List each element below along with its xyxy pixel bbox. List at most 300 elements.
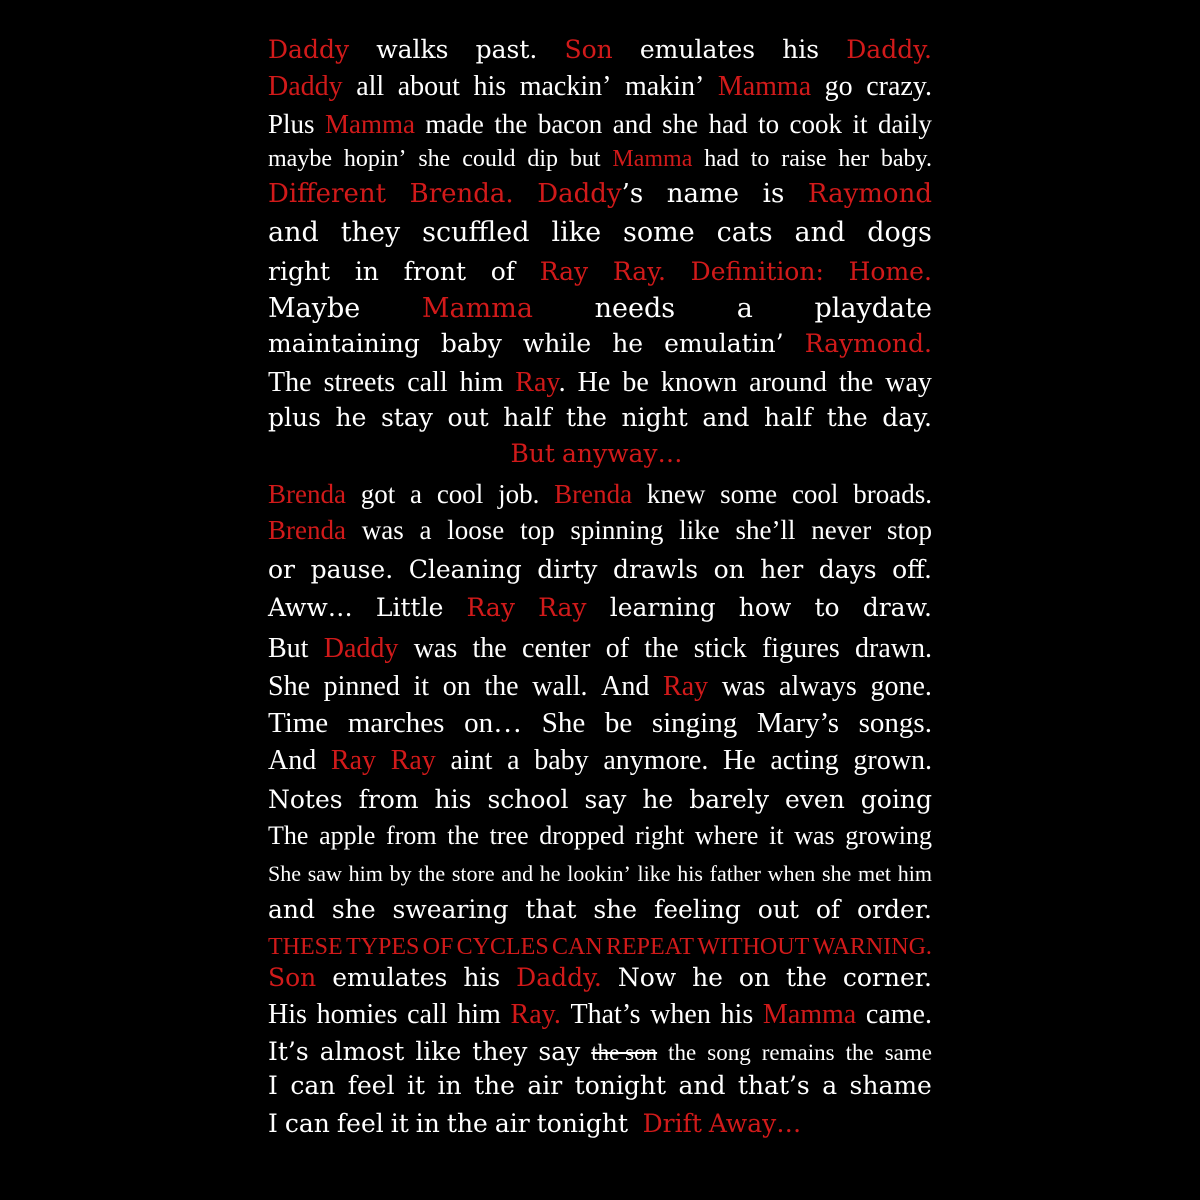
poem-word (290, 1070, 335, 1102)
word: his (720, 999, 754, 1030)
poem-word (268, 784, 343, 816)
poem-word (510, 438, 555, 470)
word: that (525, 895, 577, 924)
word: out (757, 895, 799, 924)
poem-word (866, 998, 932, 1032)
word: ’s (621, 179, 644, 209)
poem-word (268, 554, 295, 586)
word: and (501, 861, 534, 886)
poem-word (476, 34, 538, 66)
poem-word (667, 178, 739, 210)
poem-word (268, 592, 353, 624)
poem-word (813, 932, 932, 962)
poem-line (268, 592, 932, 624)
word: from (358, 785, 419, 814)
word: half (503, 403, 552, 432)
poem-word (491, 256, 515, 288)
poem-line (268, 670, 932, 704)
word: drawls (612, 555, 699, 584)
highlighted-word: Daddy (268, 35, 350, 64)
word: night (621, 403, 688, 432)
word: she’ll (735, 515, 796, 545)
poem-word (538, 108, 602, 141)
highlighted-word: Daddy (537, 179, 622, 209)
poem-word (268, 514, 346, 547)
poem-word (770, 744, 838, 778)
word: she (593, 895, 638, 924)
poem-line (268, 366, 932, 400)
poem-word (537, 1108, 628, 1140)
poem-word (612, 328, 643, 360)
highlighted-word: Different (268, 179, 387, 209)
poem-word (855, 632, 932, 666)
poem-word (362, 514, 404, 547)
poem-word (425, 108, 483, 141)
word: she (821, 861, 852, 886)
poem-word (662, 108, 698, 141)
word: they (340, 217, 401, 248)
poem-word (336, 402, 367, 434)
word: never (811, 515, 872, 545)
poem-word (540, 256, 588, 288)
poem-word (418, 144, 450, 174)
poem-word (324, 670, 400, 704)
poem-word (564, 34, 612, 66)
word: He (723, 745, 756, 776)
poem-word (612, 144, 692, 174)
word: apple (319, 821, 376, 850)
poem-word (447, 514, 504, 547)
poem-word (331, 744, 376, 778)
poem-word (443, 670, 471, 704)
word: But (268, 633, 309, 664)
poem-word (654, 894, 741, 926)
word: way (885, 367, 932, 398)
highlighted-word: Daddy. (846, 35, 932, 64)
word: he (612, 329, 644, 358)
word: the (668, 1040, 697, 1065)
poem-word (391, 1108, 409, 1140)
poem-word (710, 860, 761, 888)
word: the (484, 671, 519, 702)
poem-word (268, 1070, 278, 1102)
poem-word (398, 70, 460, 104)
highlighted-word: WITHOUT (697, 934, 810, 960)
word: crazy. (866, 71, 932, 102)
word: Notes (268, 785, 343, 814)
word: He (577, 367, 611, 398)
poem-word (707, 1037, 750, 1068)
word: streets (323, 367, 396, 398)
poem-word (638, 860, 671, 888)
poem-word (853, 478, 932, 511)
word: going (860, 785, 932, 814)
word: learning (609, 593, 716, 622)
poem-word (463, 962, 500, 994)
highlighted-word: Daddy. (516, 963, 602, 992)
word: figures (761, 633, 840, 664)
word: he (539, 861, 561, 886)
word: be (622, 367, 649, 398)
poem-word (822, 1070, 837, 1102)
word: out (447, 403, 489, 432)
word: to (814, 593, 840, 622)
poem-word (527, 144, 558, 174)
poem-word (268, 34, 349, 66)
poem-word (782, 34, 819, 66)
poem-word (763, 178, 785, 210)
word: The (268, 821, 309, 850)
poem-word (584, 784, 626, 816)
word: dirty (537, 555, 598, 584)
word: was (413, 633, 458, 664)
poem-word (515, 366, 565, 400)
poem-line (268, 34, 932, 66)
word: in (437, 1071, 462, 1100)
poem-word (861, 784, 932, 816)
word: scuffled (422, 217, 530, 248)
poem-word (846, 1037, 874, 1068)
poem-word (562, 438, 683, 470)
poem-word (341, 216, 400, 249)
word: or (268, 555, 296, 584)
poem-word (534, 744, 588, 778)
word: It’s (268, 1037, 309, 1066)
poem-word (311, 554, 394, 586)
poem-line (268, 514, 932, 547)
word: by (389, 861, 412, 886)
word: She (268, 671, 310, 702)
poem-word (661, 366, 737, 400)
poem-word (414, 632, 458, 666)
poem-word (704, 144, 739, 174)
poem-line (268, 144, 932, 174)
word: swearing (392, 895, 509, 924)
word: same (884, 1040, 932, 1065)
word: right (268, 257, 331, 286)
word: the (474, 1071, 515, 1100)
poem-word (814, 292, 931, 325)
poem-word (467, 592, 515, 624)
highlighted-word: Ray. (612, 257, 666, 286)
word: got (360, 479, 396, 509)
poem-word (762, 632, 840, 666)
poem-word (552, 932, 603, 962)
poem-word (819, 554, 877, 586)
word: from (386, 821, 437, 850)
poem-word (605, 706, 632, 741)
word: playdate (814, 293, 932, 324)
poem-word (268, 962, 316, 994)
poem-line (268, 108, 932, 141)
word: cool (436, 479, 484, 509)
word: Little (375, 593, 444, 622)
poem-line (268, 998, 932, 1032)
highlighted-word: Raymond. (804, 329, 932, 358)
word: his (434, 785, 472, 814)
word: makin’ (624, 71, 705, 102)
poem-word (332, 894, 376, 926)
word: be (604, 707, 633, 739)
poem-word (464, 706, 522, 741)
poem-word (808, 178, 932, 210)
word: baby (534, 745, 589, 776)
highlighted-word: WARNING. (812, 934, 932, 960)
word: in (354, 257, 379, 286)
poem-word (622, 402, 688, 434)
poem-word (356, 70, 384, 104)
poem-word (268, 366, 312, 400)
highlighted-word: REPEAT (605, 934, 694, 960)
poem-word (805, 328, 932, 360)
poem-word (570, 144, 601, 174)
poem-word (452, 860, 495, 888)
word: was (361, 515, 404, 545)
poem-word (853, 744, 932, 778)
poem-word (640, 34, 755, 66)
poem-word (268, 998, 307, 1032)
poem-word (857, 894, 932, 926)
word: dogs (867, 217, 932, 248)
poem-word (566, 402, 607, 434)
poem-word (863, 592, 932, 624)
poem-word (644, 632, 678, 666)
poem-word (606, 632, 629, 666)
word: and (702, 403, 750, 432)
poem-word (697, 932, 809, 962)
word: top (520, 515, 555, 545)
poem-word (768, 860, 816, 888)
poem-word (407, 366, 447, 400)
poem-word (610, 592, 716, 624)
poem-word (268, 328, 420, 360)
word: known (660, 367, 738, 398)
word: shame (849, 1071, 932, 1100)
word: his (782, 35, 820, 64)
word: his (473, 71, 507, 102)
poem-word (595, 292, 676, 325)
poem-word (407, 1070, 425, 1102)
word: name (666, 179, 740, 209)
word: raise (781, 146, 827, 172)
poem-line (268, 554, 932, 586)
poem-line (268, 1036, 932, 1068)
word: maintaining (268, 329, 420, 358)
word: and (678, 1071, 726, 1100)
poem-word (450, 744, 492, 778)
highlighted-word: Raymond (807, 179, 932, 209)
word: hopin’ (343, 146, 407, 172)
poem-word (792, 478, 839, 511)
poem-word (348, 1070, 395, 1102)
poem-word (349, 860, 383, 888)
word: her (838, 146, 870, 172)
poem-word (845, 820, 932, 852)
poem-word (441, 328, 502, 360)
word: emulates (639, 35, 756, 64)
poem-word (613, 256, 666, 288)
poem-word (758, 894, 799, 926)
poem-word (393, 894, 509, 926)
highlighted-word: Drift (642, 1109, 702, 1138)
poem-word (882, 402, 932, 434)
poem-word (758, 108, 779, 141)
poem-word (635, 820, 684, 852)
word: a (419, 515, 432, 545)
poem-word (625, 70, 704, 104)
poem-word (870, 670, 931, 704)
word: of (490, 257, 516, 286)
poem-word (391, 744, 436, 778)
poem-word (532, 670, 587, 704)
highlighted-word: TYPES (345, 934, 420, 960)
poem-line (268, 328, 932, 360)
word: Plus (268, 109, 315, 139)
word: the (418, 861, 446, 886)
poem-word (507, 744, 519, 778)
poem-word (457, 998, 501, 1032)
poem-word (567, 860, 631, 888)
word: broads. (853, 479, 932, 509)
word: maybe (268, 146, 332, 172)
word: saw (307, 861, 342, 886)
poem-word (487, 784, 568, 816)
word: She (268, 861, 301, 886)
word: plus (268, 403, 321, 432)
word: his (677, 861, 703, 886)
word: he (692, 963, 723, 992)
poem-word (723, 744, 756, 778)
word: remains (761, 1040, 835, 1065)
poem-word (601, 670, 649, 704)
highlighted-word: OF (422, 934, 454, 960)
poem-word (898, 860, 932, 888)
poem-word (268, 108, 315, 141)
poem-word (622, 366, 648, 400)
word: She (541, 707, 586, 739)
word: right (635, 821, 685, 850)
poem-word (494, 108, 527, 141)
word: the son (591, 1040, 658, 1065)
word: on… (464, 707, 523, 739)
poem-word (319, 820, 375, 852)
poem-word (361, 478, 396, 511)
word: go (824, 71, 853, 102)
word: and (268, 895, 316, 924)
word: draw. (862, 593, 932, 622)
highlighted-word: CAN (551, 934, 603, 960)
poem-line (268, 894, 932, 926)
word: past. (475, 35, 538, 64)
poem-word (410, 478, 422, 511)
poem-word (816, 894, 840, 926)
word: pause. (310, 555, 394, 584)
word: it (413, 671, 430, 702)
word: That’s (570, 999, 641, 1030)
word: can (290, 1071, 336, 1100)
poem-word (472, 1036, 527, 1068)
poem-word (498, 478, 539, 511)
poem-word (516, 962, 602, 994)
poem-word (268, 1036, 309, 1068)
word: Aww… (268, 593, 353, 622)
word: always (779, 671, 857, 702)
poem-word (414, 670, 430, 704)
word: was (721, 671, 766, 702)
word: air (527, 1071, 563, 1100)
poem-line (268, 1070, 932, 1102)
word: school (487, 785, 569, 814)
word: bacon (537, 109, 603, 139)
word: met (858, 861, 892, 886)
highlighted-word: THESE (268, 934, 343, 960)
word: can (284, 1109, 330, 1138)
word: say (538, 1037, 581, 1066)
poem-word (437, 478, 484, 511)
poem-word (346, 932, 419, 962)
poem-word (435, 784, 472, 816)
poem-word (447, 402, 488, 434)
poem-word (484, 670, 518, 704)
poem-word (578, 366, 611, 400)
poem-word (647, 478, 705, 511)
poem-word (359, 784, 419, 816)
poem-word (785, 784, 845, 816)
word: but (569, 146, 601, 172)
word: it (852, 109, 868, 139)
word: father (709, 861, 761, 886)
poem-word (709, 1108, 801, 1140)
word: baby. (880, 146, 932, 172)
word: center (522, 633, 591, 664)
poem-word (525, 894, 576, 926)
word: he (335, 403, 367, 432)
word: anymore. (603, 745, 709, 776)
poem-word (859, 706, 932, 741)
word: in (415, 1109, 440, 1138)
word: the (494, 109, 528, 139)
poem-word (737, 292, 753, 325)
poem-line (268, 706, 932, 741)
word: like (679, 515, 720, 545)
poem-word (285, 1108, 330, 1140)
word: feel (347, 1071, 395, 1100)
word: Mary’s (756, 707, 840, 739)
poem-line (268, 1108, 932, 1140)
poem-word (422, 216, 529, 249)
word: while (522, 329, 592, 358)
word: stick (693, 633, 747, 664)
word: say (584, 785, 627, 814)
word: days (818, 555, 877, 584)
word: cool (791, 479, 839, 509)
word: day. (882, 403, 932, 432)
poem-line (268, 402, 932, 434)
poem-word (320, 1036, 405, 1068)
word: to (758, 109, 780, 139)
poem-word (769, 820, 783, 852)
poem-word (542, 706, 586, 741)
word: growing (845, 821, 932, 850)
word: about (397, 71, 460, 102)
poem-word (838, 144, 869, 174)
word: front (403, 257, 467, 286)
poem-word (537, 554, 597, 586)
poem-line (268, 70, 932, 104)
highlighted-word: Brenda (554, 479, 633, 509)
poem-word (554, 478, 632, 511)
poem-line (268, 860, 932, 888)
